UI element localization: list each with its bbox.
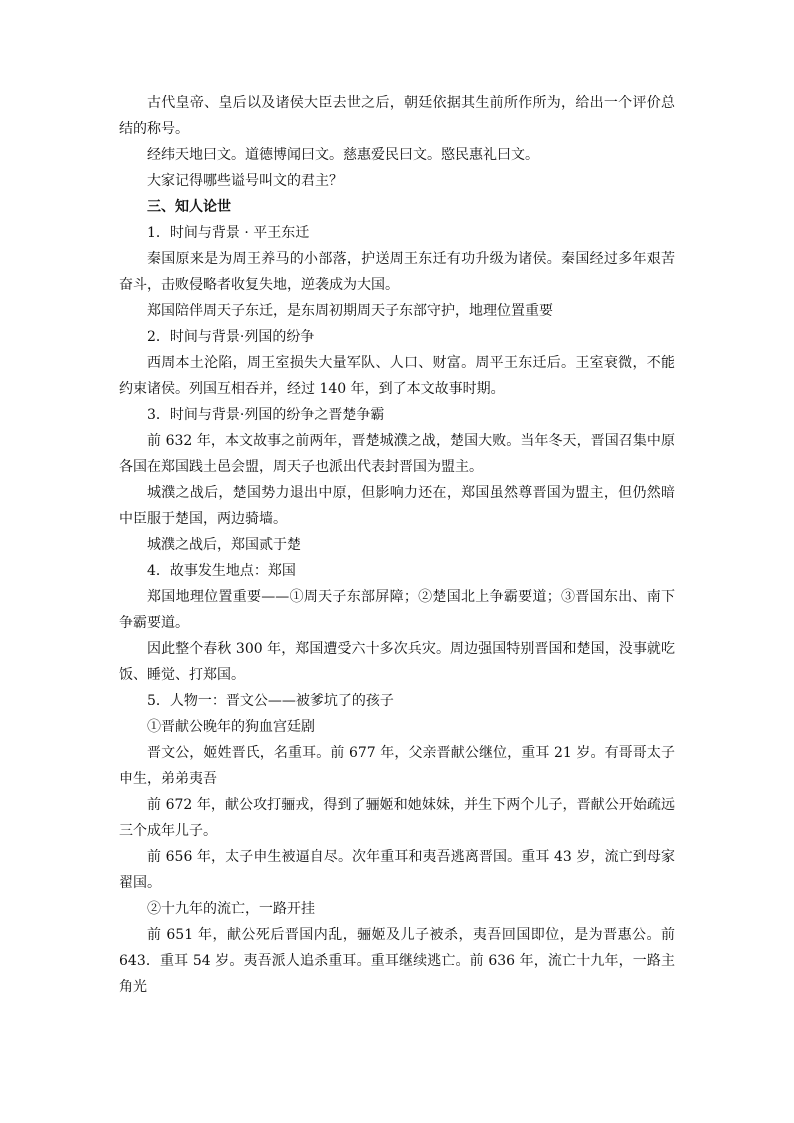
paragraph-chengpu-battle: 前 632 年，本文故事之前两年，晋楚城濮之战，楚国大败。当年冬天，晋国召集中原各国在郑国践土邑会盟，周天子也派出代表封晋国为盟主。	[119, 433, 675, 475]
subheading-3: 3．时间与背景·列国的纷争之晋楚争霸	[147, 407, 385, 423]
paragraph-zheng-wars: 因此整个春秋 300 年，郑国遭受六十多次兵灾。周边强国特别晋国和楚国，没事就吃饭、睡觉、打郑国。	[119, 641, 675, 683]
paragraph-question: 大家记得哪些谥号叫文的君主？	[147, 173, 343, 189]
subheading-4: 4．故事发生地点：郑国	[147, 563, 296, 579]
paragraph-qin: 秦国原来是为周王养马的小部落，护送周王东迁有功升级为诸侯。秦国经过多年艰苦奋斗，击败侵略者收复失地，逆袭成为大国。	[119, 251, 675, 293]
subheading-5-2: ②十九年的流亡，一路开挂	[147, 901, 315, 917]
subheading-5-1: ①晋献公晚年的狗血宫廷剧	[147, 719, 315, 735]
paragraph-western-zhou: 西周本土沦陷，周王室损失大量军队、人口、财富。周平王东迁后。王室衰微，不能约束诸侯。列国互相吞并，经过 140 年，到了本文故事时期。	[119, 355, 675, 397]
paragraph-shensheng: 前 656 年，太子申生被逼自尽。次年重耳和夷吾逃离晋国。重耳 43 岁，流亡到母家翟国。	[119, 849, 675, 891]
paragraph-posthumous-title-definition: 古代皇帝、皇后以及诸侯大臣去世之后，朝廷依据其生前所作所为，给出一个评价总结的称号。	[119, 95, 675, 137]
subheading-2: 2．时间与背景·列国的纷争	[147, 329, 315, 345]
paragraph-wen-criteria: 经纬天地曰文。道德博闻曰文。慈惠爱民曰文。愍民惠礼曰文。	[147, 147, 539, 163]
document-page	[119, 90, 675, 1000]
paragraph-zheng-location: 郑国地理位置重要——①周天子东部屏障；②楚国北上争霸要道；③晋国东出、南下争霸要道。	[119, 589, 675, 631]
paragraph-chu-influence: 城濮之战后，楚国势力退出中原，但影响力还在，郑国虽然尊晋国为盟主，但仍然暗中臣服于楚国，两边骑墙。	[119, 485, 675, 527]
section-heading: 三、知人论世	[147, 199, 231, 215]
paragraph-exile: 前 651 年，献公死后晋国内乱，骊姬及儿子被杀，夷吾回国即位，是为晋惠公。前 643．重耳 54 岁。夷吾派人追杀重耳。重耳继续逃亡。前 636 年，流亡十九年，一路主角光	[119, 927, 675, 995]
paragraph-chonger-intro: 晋文公，姬姓晋氏，名重耳。前 677 年，父亲晋献公继位，重耳 21 岁。有哥哥太子申生，弟弟夷吾	[119, 745, 675, 787]
subheading-5: 5．人物一：晋文公——被爹坑了的孩子	[147, 693, 394, 709]
paragraph-zheng-dual: 城濮之战后，郑国贰于楚	[147, 537, 301, 553]
paragraph-liji: 前 672 年，献公攻打骊戎，得到了骊姬和她妹妹，并生下两个儿子，晋献公开始疏远三个成年儿子。	[119, 797, 675, 839]
paragraph-zheng-escort: 郑国陪伴周天子东迁，是东周初期周天子东部守护，地理位置重要	[147, 303, 553, 319]
subheading-1: 1．时间与背景 · 平王东迁	[147, 225, 310, 241]
